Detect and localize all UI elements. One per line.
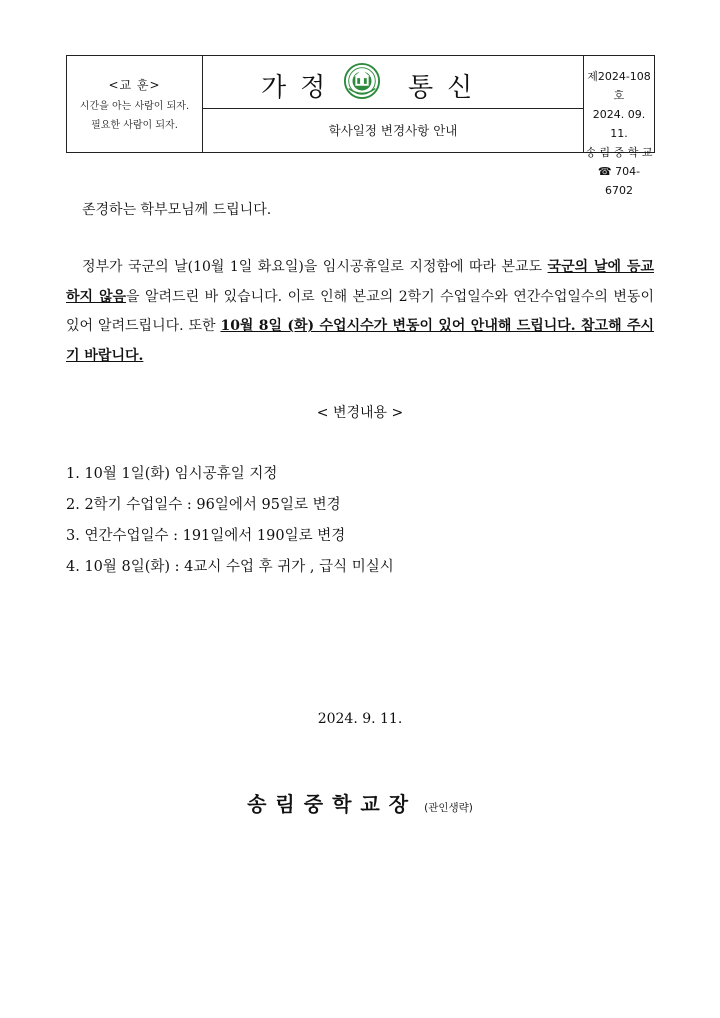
signature-name: 송림중학교장 [247, 792, 418, 816]
body-paragraph [66, 253, 654, 371]
phone-number: 704-6702 [605, 165, 641, 197]
title-row [203, 56, 583, 109]
change-list [66, 462, 394, 586]
school-emblem-icon [343, 62, 381, 100]
phone-line [584, 162, 654, 200]
info-cell [584, 56, 654, 197]
list-item: 4. 10월 8일(화) : 4교시 수업 후 귀가 , 급식 미실시 [66, 559, 394, 575]
signature-note: (관인생략) [424, 802, 473, 814]
motto-cell [67, 56, 203, 152]
motto-line-2: 필요한 사람이 되자. [91, 120, 178, 131]
motto-line-1: 시간을 아는 사람이 되자. [79, 101, 190, 112]
greeting: 존경하는 학부모님께 드립니다. [82, 202, 272, 218]
para-text-1: 정부가 국군의 날(10월 1일 화요일)을 임시공휴일로 지정함에 따라 본교도 [82, 259, 548, 275]
header-table [66, 55, 655, 197]
subtitle: 학사일정 변경사항 안내 [328, 123, 458, 138]
title-part-2: 통신 [408, 73, 487, 103]
doc-date: 2024. 09. 11. [592, 108, 646, 140]
title-part-1: 가정 [261, 73, 340, 103]
issue-date: 2024. 9. 11. [317, 711, 403, 727]
list-item: 2. 2학기 수업일수 : 96일에서 95일로 변경 [66, 497, 341, 513]
telephone-icon: ☎ [597, 165, 612, 178]
doc-number: 제2024-108호 [587, 70, 651, 102]
signature [0, 788, 720, 817]
list-item: 1. 10월 1일(화) 임시공휴일 지정 [66, 466, 278, 482]
para-text-2: 을 알려드린 바 있습니다. 이로 인해 본교의 2학기 수업일수와 연간수업일수의 변동이 있어 알려드립니다. 또한 [66, 288, 654, 334]
list-item: 3. 연간수업일수 : 191일에서 190일로 변경 [66, 528, 346, 544]
title-cell [203, 56, 584, 152]
para-underline-1: 국군의 날에 등교하지 않음 [66, 259, 654, 305]
para-underline-2: 10월 8일 (화) 수업시수가 변동이 있어 안내해 드립니다. 참고해 주시기 바랍니다. [66, 318, 654, 364]
section-title: < 변경내용 > [316, 405, 404, 421]
motto-title: <교 훈> [108, 78, 161, 92]
school-name: 송 림 중 학 교 [585, 146, 653, 159]
